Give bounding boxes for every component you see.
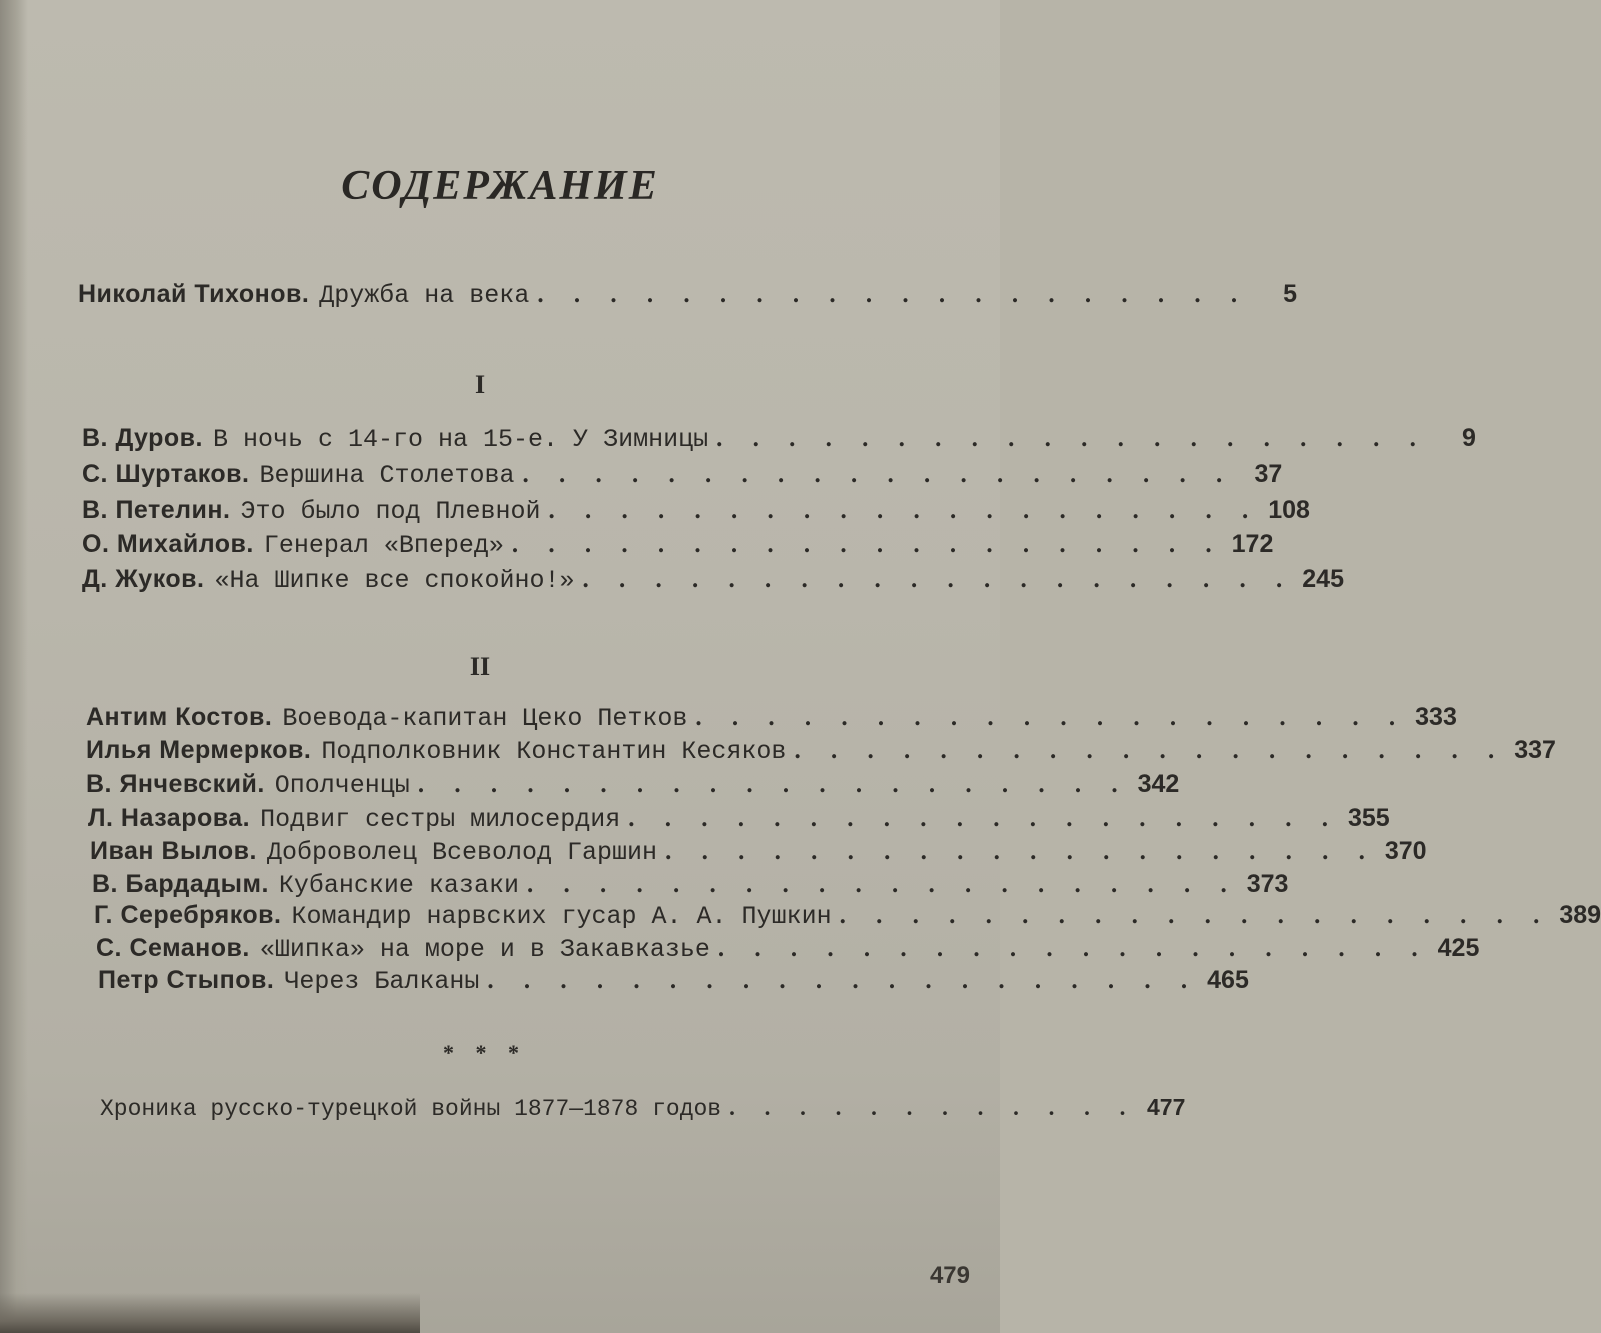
entry-author: Антим Костов.	[86, 703, 273, 731]
entry-page: 337	[1514, 736, 1556, 764]
entry-page: 9	[1461, 424, 1476, 452]
entry-title: Генерал «Вперед»	[263, 531, 504, 560]
entry-title: «Шипка» на море и в Закавказье	[259, 935, 710, 964]
entry-author: Иван Вылов.	[90, 837, 257, 865]
entry-title: Ополченцы	[274, 771, 410, 800]
dot-leader: . . . . . . . . . . . . . . . . . . . .	[628, 805, 1340, 832]
contents-heading: СОДЕРЖАНИЕ	[341, 163, 659, 209]
toc-entry	[82, 424, 1476, 454]
entry-page: 172	[1231, 530, 1274, 558]
entry-page: 108	[1268, 496, 1310, 524]
entry-page: 465	[1207, 966, 1249, 994]
dot-leader: . . . . . . . . . . . . . . . . . . . .	[487, 967, 1200, 994]
toc-entry	[82, 460, 1283, 490]
entry-title: Воевода-капитан Цеко Петков	[282, 704, 688, 733]
entry-title: Подвиг сестры милосердия	[260, 805, 621, 834]
dot-leader: . . . . . . . . . . . .	[729, 1095, 1138, 1120]
entry-page: 389	[1559, 901, 1601, 929]
entry-page: 245	[1302, 565, 1344, 593]
toc-entry	[90, 837, 1427, 867]
toc-entry	[82, 496, 1310, 526]
entry-author: Петр Стыпов.	[98, 966, 275, 994]
entry-page: 477	[1146, 1094, 1186, 1120]
dot-leader: . . . . . . . . . . . . . . . . . . . .	[526, 871, 1239, 898]
page-number: 479	[929, 1262, 970, 1289]
toc-entry	[94, 901, 1601, 931]
dot-leader: . . . . . . . . . . . . . . . . . . . .	[716, 425, 1428, 452]
entry-author: С. Семанов.	[96, 934, 250, 962]
entry-page: 373	[1246, 870, 1289, 898]
toc-entry	[82, 530, 1274, 560]
toc-entry-chronicle	[100, 1094, 1186, 1122]
entry-title: Хроника русско-турецкой войны 1877—1878 годов	[100, 1096, 722, 1122]
toc-entry	[86, 703, 1457, 733]
toc-entry	[82, 565, 1344, 595]
toc-entry	[98, 966, 1249, 996]
toc-entry	[86, 770, 1180, 800]
entry-author: Л. Назарова.	[88, 804, 251, 832]
dot-leader: . . . . . . . . . . . . . . . . . . . .	[548, 497, 1261, 524]
entry-author: В. Дуров.	[82, 424, 203, 452]
dot-leader: . . . . . . . . . . . . . . . . . . . .	[582, 566, 1295, 593]
entry-title: Вершина Столетова	[259, 461, 515, 490]
entry-author: В. Янчевский.	[86, 770, 265, 798]
entry-title: В ночь с 14-го на 15-е. У Зимницы	[213, 425, 709, 454]
toc-entry	[86, 736, 1556, 766]
dot-leader: . . . . . . . . . . . . . . . . . . . .	[417, 771, 1130, 798]
entry-page: 333	[1415, 703, 1457, 731]
entry-author: В. Петелин.	[82, 496, 231, 524]
entry-author: Д. Жуков.	[82, 565, 205, 593]
entry-author: О. Михайлов.	[82, 530, 254, 558]
dot-leader: . . . . . . . . . . . . . . . . . . . .	[537, 281, 1250, 308]
dot-leader: . . . . . . . . . . . . . . . . . . . .	[511, 531, 1224, 558]
entry-title: Кубанские казаки	[278, 871, 519, 900]
section-separator: * * *	[443, 1040, 527, 1065]
toc-entry	[78, 280, 1298, 310]
entry-author: Николай Тихонов.	[78, 280, 310, 308]
entry-author: Илья Мермерков.	[86, 736, 312, 764]
entry-page: 37	[1254, 460, 1283, 488]
toc-entry	[96, 934, 1480, 964]
entry-page: 5	[1283, 280, 1298, 308]
entry-author: В. Бардадым.	[92, 870, 269, 898]
toc-entry	[88, 804, 1390, 834]
entry-page: 342	[1137, 770, 1180, 798]
section-title: II	[469, 652, 491, 681]
dot-leader: . . . . . . . . . . . . . . . . . . . .	[839, 902, 1552, 929]
entry-page: 370	[1384, 837, 1427, 865]
entry-title: Дружба на века	[319, 281, 530, 310]
dot-leader: . . . . . . . . . . . . . . . . . . . .	[695, 704, 1408, 731]
entry-title: Через Балканы	[284, 967, 480, 996]
entry-page: 355	[1347, 804, 1390, 832]
toc-entry	[92, 870, 1289, 900]
entry-author: С. Шуртаков.	[82, 460, 250, 488]
entry-title: Это было под Плевной	[240, 497, 541, 526]
entry-title: Доброволец Всеволод Гаршин	[267, 838, 658, 867]
section-title: I	[474, 370, 486, 399]
page-bottom-edge	[0, 1293, 420, 1333]
dot-leader: . . . . . . . . . . . . . . . . . . . .	[522, 461, 1235, 488]
dot-leader: . . . . . . . . . . . . . . . . . . . .	[665, 838, 1377, 865]
dot-leader: . . . . . . . . . . . . . . . . . . . .	[717, 935, 1430, 962]
entry-page: 425	[1437, 934, 1480, 962]
dot-leader: . . . . . . . . . . . . . . . . . . . .	[794, 737, 1507, 764]
entry-title: «На Шипке все спокойно!»	[214, 566, 575, 595]
entry-title: Командир нарвских гусар А. А. Пушкин	[291, 902, 832, 931]
entry-author: Г. Серебряков.	[94, 901, 282, 929]
entry-title: Подполковник Константин Кесяков	[321, 737, 787, 766]
